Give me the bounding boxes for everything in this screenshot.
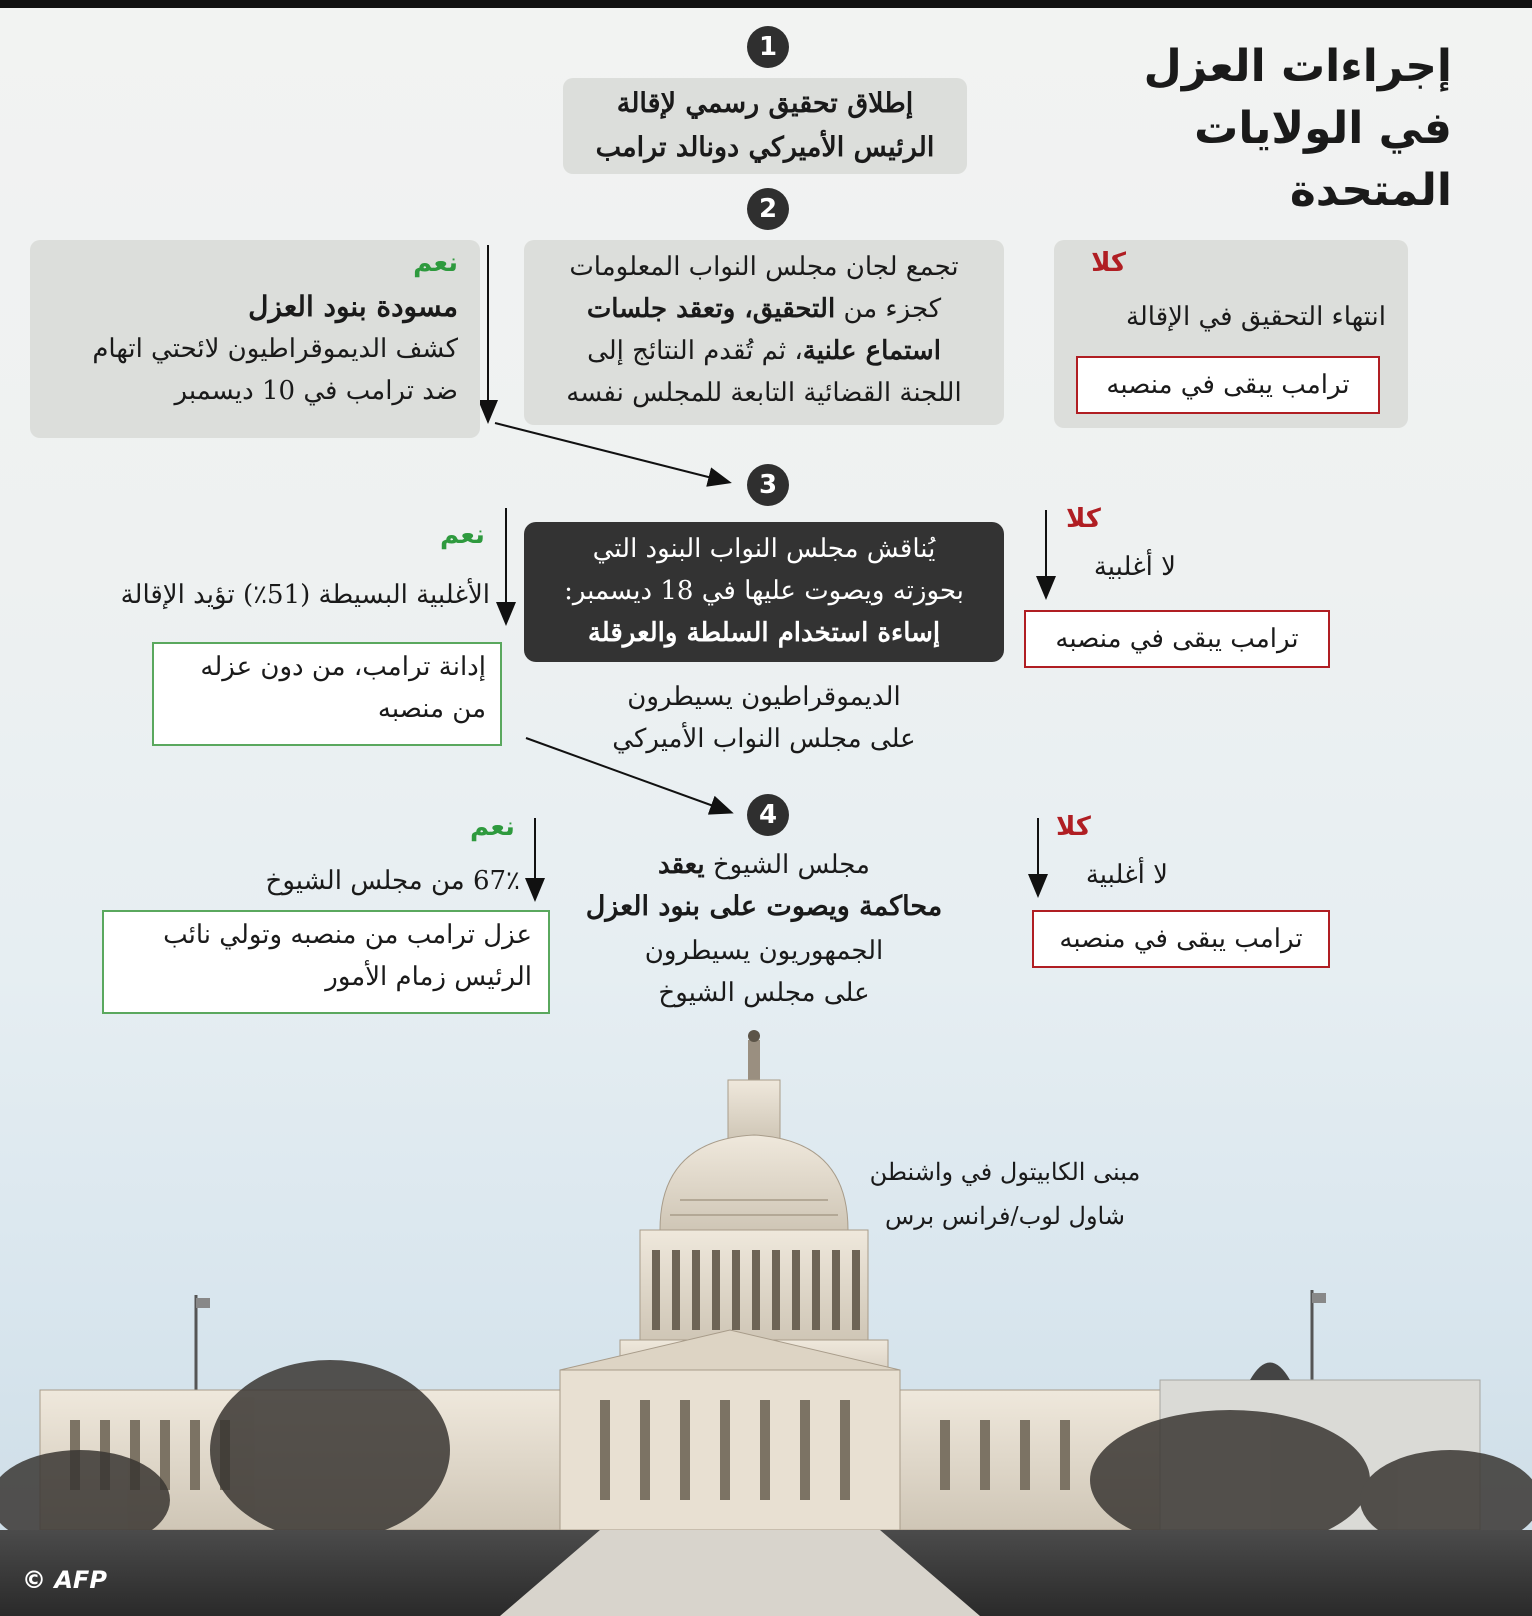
step-3-note-line-1: الديموقراطيون يسيطرون bbox=[627, 682, 901, 712]
step-3-yes-result bbox=[152, 642, 502, 746]
step-2-yes-title: مسودة بنود العزل bbox=[248, 290, 458, 323]
step-2-card bbox=[524, 240, 1004, 425]
afp-logo: © AFP bbox=[22, 1566, 107, 1594]
step-2-yes-label: نعم bbox=[413, 248, 458, 278]
step-3-note-line-2: على مجلس النواب الأميركي bbox=[612, 724, 916, 754]
step-4-no-text: لا أغلبية bbox=[1085, 860, 1168, 890]
step-3-yes-result-line-1: إدانة ترامب، من دون عزله bbox=[200, 652, 486, 682]
step-2-line-1: تجمع لجان مجلس النواب المعلومات bbox=[569, 252, 959, 282]
step-4-badge: 4 bbox=[747, 794, 789, 836]
title-line-1: إجراءات العزل bbox=[1143, 41, 1452, 92]
step-2-no-text: انتهاء التحقيق في الإقالة bbox=[1125, 302, 1386, 332]
step-3-card bbox=[524, 522, 1004, 662]
step-3-note bbox=[564, 676, 964, 760]
step-2-no-result: ترامب يبقى في منصبه bbox=[1076, 356, 1380, 414]
photo-caption-line-1: مبنى الكابيتول في واشنطن bbox=[869, 1158, 1141, 1186]
step-4-note-line-2: على مجلس الشيوخ bbox=[658, 978, 870, 1008]
step-2-no-card bbox=[1054, 240, 1408, 428]
step-2-line-4: اللجنة القضائية التابعة للمجلس نفسه bbox=[566, 378, 962, 408]
step-4-yes-text: 67٪ من مجلس الشيوخ bbox=[265, 866, 520, 896]
title-line-2: في الولايات المتحدة bbox=[1194, 103, 1452, 216]
photo-caption-line-2: شاول لوب/فرانس برس bbox=[885, 1202, 1125, 1230]
step-2-yes-line-2: ضد ترامب في 10 ديسمبر bbox=[174, 376, 458, 406]
step-4-line-1a: مجلس الشيوخ bbox=[704, 850, 870, 880]
step-4-line-2: محاكمة ويصوت على بنود العزل bbox=[585, 891, 943, 922]
step-1-badge: 1 bbox=[747, 26, 789, 68]
step-4-yes-result bbox=[102, 910, 550, 1014]
step-4-yes-result-line-1: عزل ترامب من منصبه وتولي نائب bbox=[163, 920, 532, 950]
step-3-line-1: يُناقش مجلس النواب البنود التي bbox=[592, 534, 936, 564]
step-4-yes-result-line-2: الرئيس زمام الأمور bbox=[325, 962, 532, 992]
step-4-line-1b: يعقد bbox=[658, 850, 705, 880]
step-4-no-label: كلا bbox=[1056, 812, 1091, 842]
step-2-badge: 2 bbox=[747, 188, 789, 230]
step-2-line-3 bbox=[524, 330, 1004, 372]
photo-caption bbox=[840, 1150, 1170, 1238]
step-4-text bbox=[544, 844, 984, 928]
step-2-no-label: كلا bbox=[1091, 248, 1126, 278]
step-2-line-3b: ، ثم تُقدم النتائج إلى bbox=[587, 336, 803, 366]
step-3-yes-label: نعم bbox=[440, 520, 485, 550]
step-4-note bbox=[564, 930, 964, 1014]
step-2-line-2 bbox=[524, 288, 1004, 330]
step-3-yes-text: الأغلبية البسيطة (51٪) تؤيد الإقالة bbox=[120, 580, 490, 610]
step-4-yes-label: نعم bbox=[470, 812, 515, 842]
step-4-note-line-1: الجمهوريون يسيطرون bbox=[644, 936, 884, 966]
step-3-no-text: لا أغلبية bbox=[1093, 552, 1176, 582]
step-3-no-label: كلا bbox=[1066, 504, 1101, 534]
step-2-line-2a: كجزء من bbox=[835, 294, 942, 324]
step-2-yes-card bbox=[30, 240, 480, 438]
step-3-line-2: بحوزته ويصوت عليها في 18 ديسمبر: bbox=[564, 576, 964, 606]
step-3-line-3: إساءة استخدام السلطة والعرقلة bbox=[587, 618, 941, 648]
step-1-line-1: إطلاق تحقيق رسمي لإقالة bbox=[616, 88, 914, 119]
step-1-card bbox=[563, 78, 967, 174]
step-3-badge: 3 bbox=[747, 464, 789, 506]
arrow-to-step3 bbox=[495, 423, 728, 482]
step-3-no-result: ترامب يبقى في منصبه bbox=[1024, 610, 1330, 668]
step-2-line-2c: ، وتعقد جلسات bbox=[586, 294, 753, 324]
step-2-yes-line-1: كشف الديموقراطيون لائحتي اتهام bbox=[92, 334, 458, 364]
step-1-line-2: الرئيس الأميركي دونالد ترامب bbox=[595, 132, 935, 163]
step-2-line-2b: التحقيق bbox=[752, 294, 836, 324]
step-4-line-1 bbox=[544, 844, 984, 886]
step-2-line-3a: استماع علنية bbox=[802, 336, 941, 366]
step-3-yes-result-line-2: من منصبه bbox=[377, 694, 486, 724]
step-4-no-result: ترامب يبقى في منصبه bbox=[1032, 910, 1330, 968]
